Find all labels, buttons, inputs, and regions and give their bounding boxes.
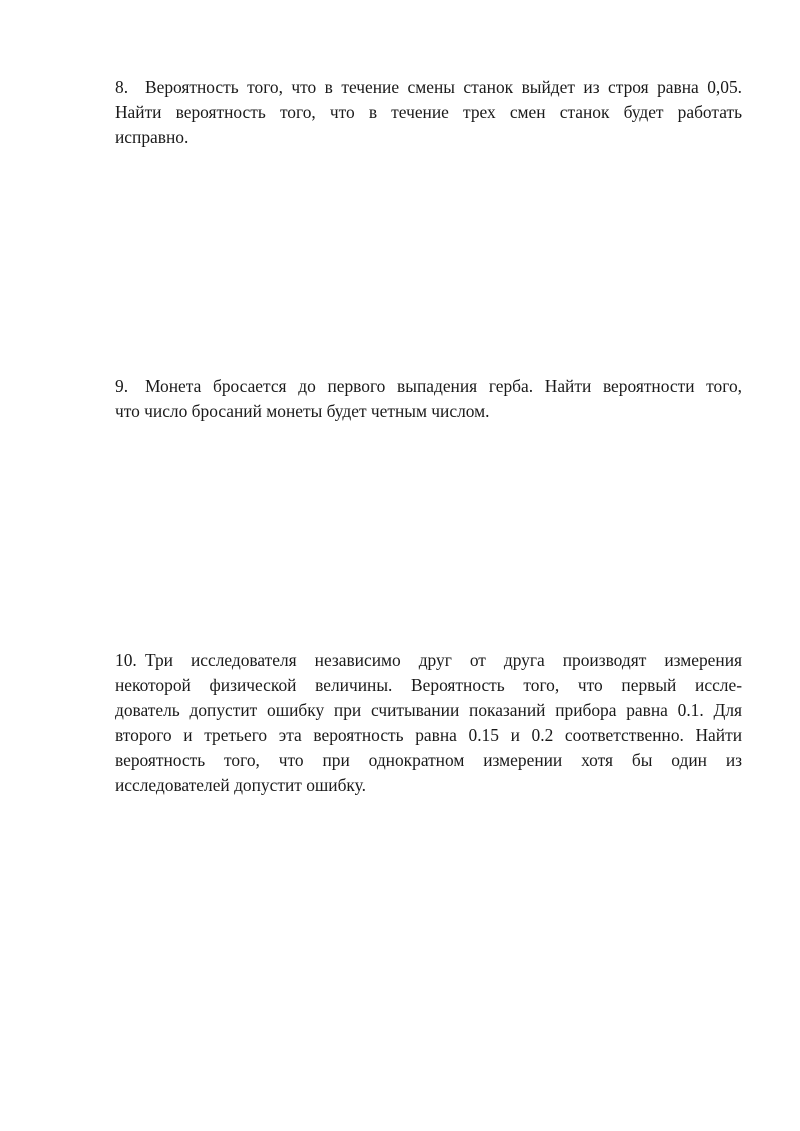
problem-line: Найти вероятность того, что в течение трех смен станок будет работать <box>115 102 742 122</box>
problem-line: дователь допустит ошибку при считывании показаний прибора равна 0.1. Для <box>115 700 742 720</box>
problem-line: некоторой физической величины. Вероятность того, что первый иссле- <box>115 675 742 695</box>
problem-text: Три исследователя независимо друг от друга производят измерения <box>145 650 742 670</box>
problem-number: 10. <box>115 650 137 670</box>
problem-text: Вероятность того, что в течение смены станок выйдет из строя равна 0,05. <box>145 77 742 97</box>
problem-line <box>115 75 742 100</box>
problem-line: исследователей допустит ошибку. <box>115 775 366 795</box>
problem-text: Монета бросается до первого выпадения герба. Найти вероятности того, <box>145 376 742 396</box>
problem-number: 9. <box>115 376 129 396</box>
problem-line <box>115 648 742 673</box>
problem-line: исправно. <box>115 127 189 147</box>
problem-line: что число бросаний монеты будет четным числом. <box>115 401 490 421</box>
problem-number: 8. <box>115 77 129 97</box>
problem-line: второго и третьего эта вероятность равна 0.15 и 0.2 соответственно. Найти <box>115 725 742 745</box>
problem-9 <box>115 374 742 424</box>
problem-line: вероятность того, что при однократном измерении хотя бы один из <box>115 750 742 770</box>
problem-8 <box>115 75 742 150</box>
problem-line <box>115 374 742 399</box>
problem-10 <box>115 648 742 798</box>
